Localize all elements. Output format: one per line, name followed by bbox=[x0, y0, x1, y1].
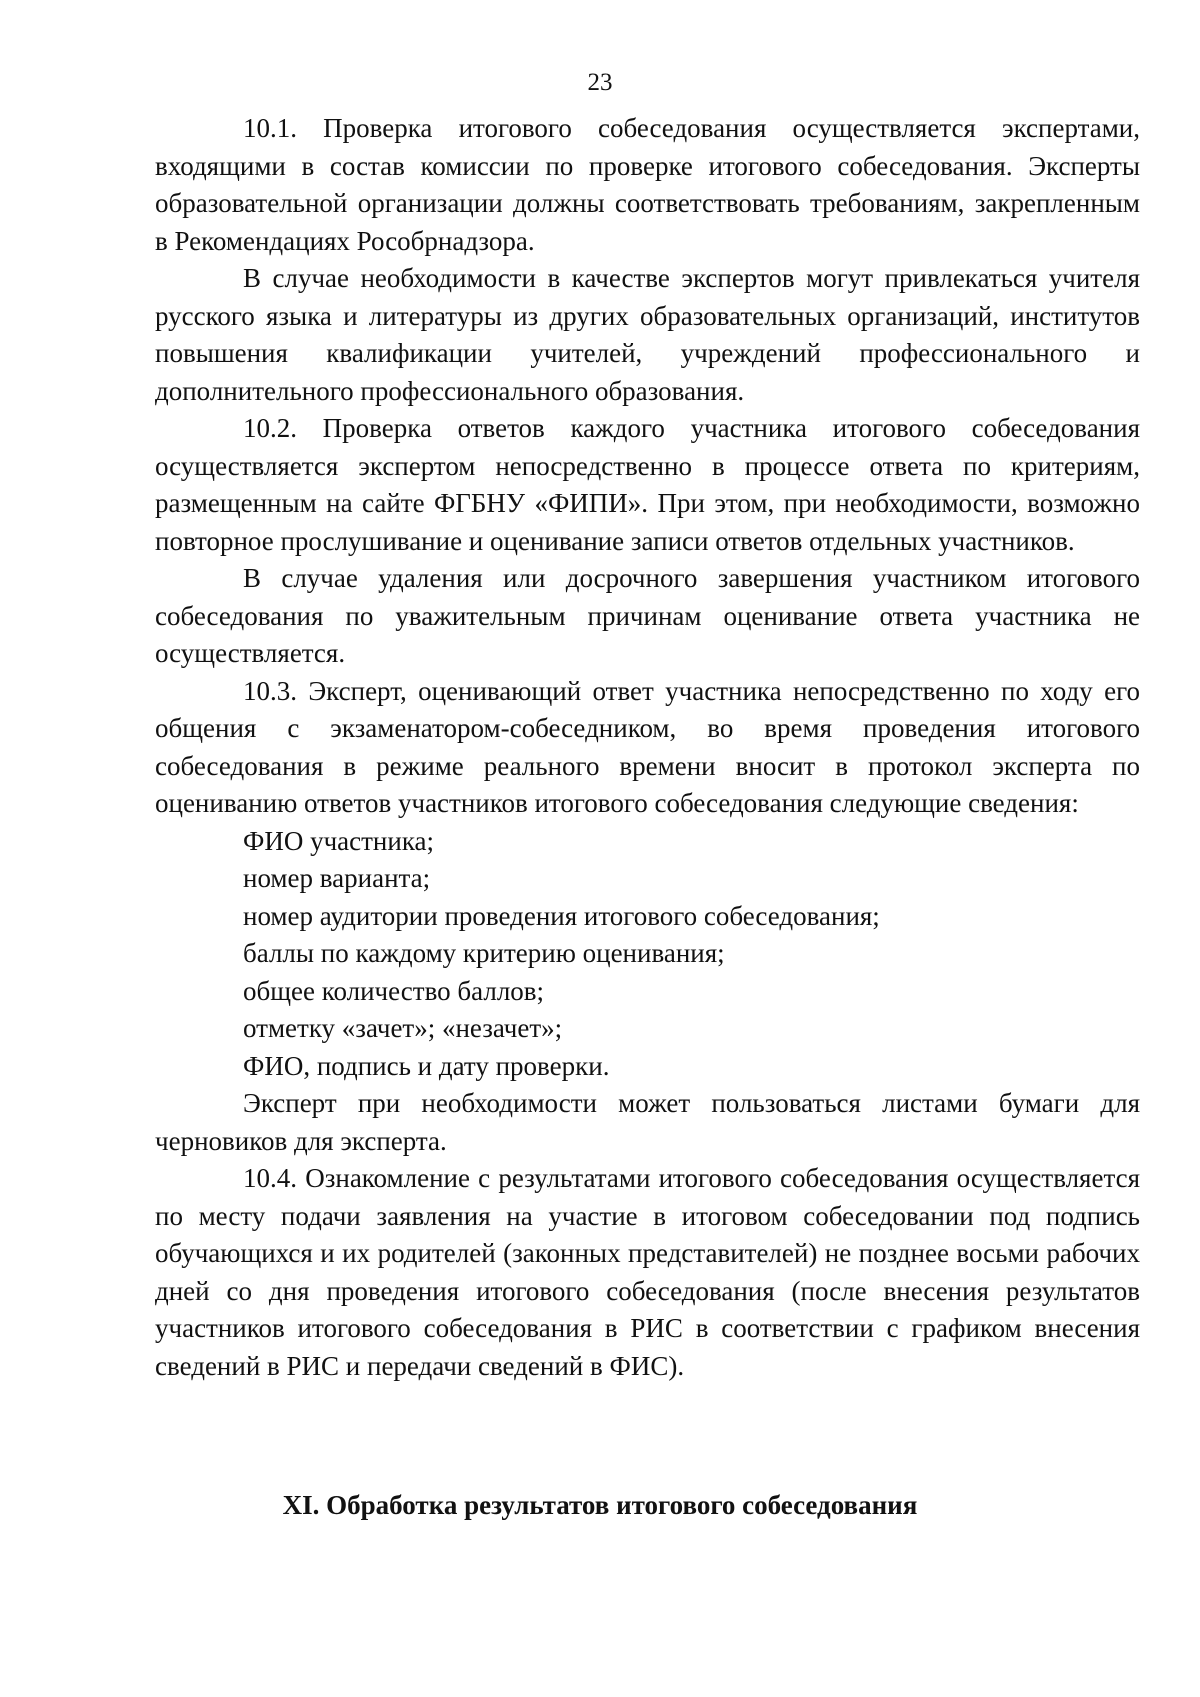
paragraph-removal-case: В случае удаления или досрочного завершения участником итогового собеседования по уважительным причинам оценивание ответа участника не осуществляется. bbox=[155, 563, 1140, 668]
list-item: общее количество баллов; bbox=[243, 975, 545, 1006]
list-item: ФИО, подпись и дату проверки. bbox=[243, 1050, 610, 1081]
list-item: баллы по каждому критерию оценивания; bbox=[243, 938, 725, 968]
document-body bbox=[155, 110, 1140, 1385]
page-number: 23 bbox=[587, 69, 613, 96]
section-heading: XI. Обработка результатов итогового собеседования bbox=[282, 1490, 918, 1520]
list-item: номер аудитории проведения итогового собеседования; bbox=[243, 900, 880, 931]
paragraph-10-1: 10.1. Проверка итогового собеседования осуществляется экспертами, входящими в состав комиссии по проверке итогового собеседования. Эксперты образовательной организации должны соответствовать требованиям, закрепленным в Рекомендациях Рособрнадзора. bbox=[155, 113, 1140, 256]
paragraph-10-4: 10.4. Ознакомление с результатами итогового собеседования осуществляется по месту подачи заявления на участие в итоговом собеседовании под подпись обучающихся и их родителей (законных представителей) не позднее восьми рабочих дней со дня проведения итогового собеседования (после внесения результатов участников итогового собеседования в РИС в соответствии с графиком внесения сведений в РИС и передачи сведений в ФИС). bbox=[155, 1163, 1140, 1381]
list-item: ФИО участника; bbox=[243, 825, 435, 856]
paragraph-experts-invitation: В случае необходимости в качестве экспертов могут привлекаться учителя русского языка и литературы из других образовательных организаций, институтов повышения квалификации учителей, учреждений профессионального и дополнительного профессионального образования. bbox=[155, 263, 1140, 406]
paragraph-10-2: 10.2. Проверка ответов каждого участника итогового собеседования осуществляется экспертом непосредственно в процессе ответа по критериям, размещенным на сайте ФГБНУ «ФИПИ». При этом, при необходимости, возможно повторное прослушивание и оценивание записи ответов отдельных участников. bbox=[155, 413, 1140, 556]
paragraph-drafts: Эксперт при необходимости может пользоваться листами бумаги для черновиков для эксперта. bbox=[155, 1088, 1140, 1156]
list-item: отметку «зачет»; «незачет»; bbox=[243, 1013, 563, 1043]
list-item: номер варианта; bbox=[243, 863, 431, 893]
protocol-fields-list bbox=[155, 823, 1140, 1086]
paragraph-10-3: 10.3. Эксперт, оценивающий ответ участника непосредственно по ходу его общения с экзаменатором-собеседником, во время проведения итогового собеседования в режиме реального времени вносит в протокол эксперта по оцениванию ответов участников итогового собеседования следующие сведения: bbox=[155, 675, 1140, 818]
